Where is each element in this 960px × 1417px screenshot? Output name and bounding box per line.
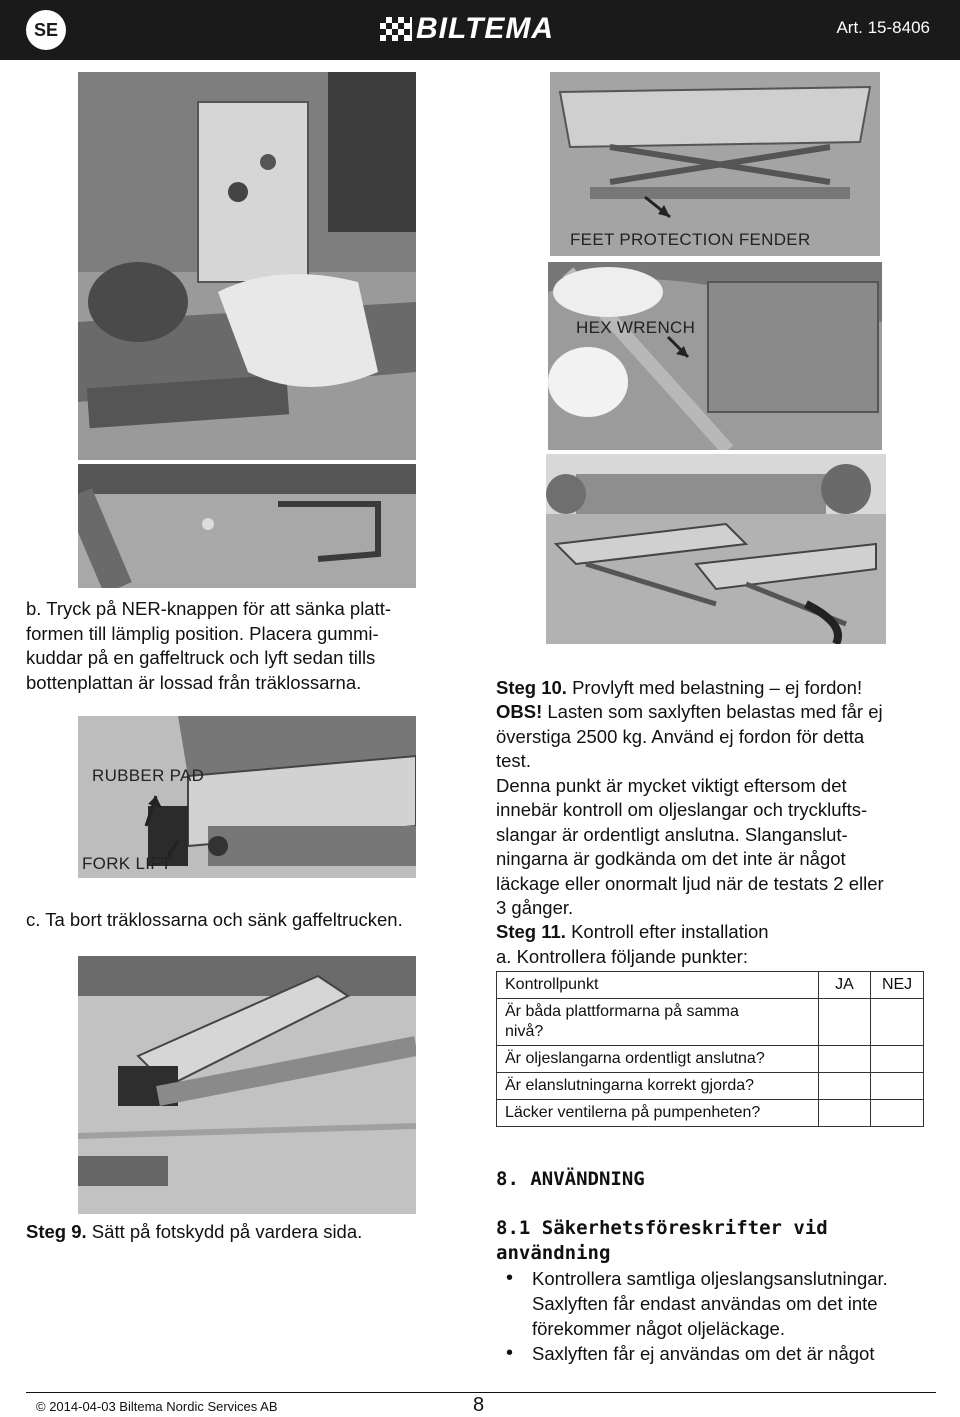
step-11a-text: a. Kontrollera följande punkter: (496, 946, 748, 967)
step-9-body: Sätt på fotskydd på vardera sida. (86, 1221, 363, 1242)
photo-hex-wrench (548, 262, 882, 450)
table-header-checkpoint: Kontrollpunkt (497, 972, 819, 999)
table-cell-checkpoint: Är båda plattformarna på samma nivå? (497, 999, 819, 1046)
brand-name: BILTEMA (416, 12, 555, 45)
step-11-label: Steg 11. (496, 921, 566, 942)
safety-bullet-list (496, 1266, 946, 1366)
step-c-text: c. Ta bort träklossarna och sänk gaffeltrucken. (26, 909, 403, 930)
table-cell-checkpoint: Läcker ventilerna på pumpenheten? (497, 1100, 819, 1127)
table-row (497, 1046, 924, 1073)
section-8-heading: 8. ANVÄNDNING (496, 1168, 645, 1190)
language-badge: SE (26, 10, 66, 50)
step-10-body: Lasten som saxlyften belastas med får ej överstiga 2500 kg. Använd ej fordon för detta test. Denna punkt är mycket viktigt eftersom det innebär kontroll om oljeslangar och trycklufts- slangar är ordentligt anslutna. Slanganslut- ningarna är godkända om det inte är något läckage eller onormalt ljud när de testats 2 eller 3 gånger. (496, 701, 884, 918)
step-b-text: b. Tryck på NER-knappen för att sänka platt- formen till lämplig position. Placera gummi- kuddar på en gaffeltruck och lyft sedan tills bottenplattan är lossad från träklossarna. (26, 598, 392, 693)
table-cell-no (871, 999, 924, 1046)
table-cell-checkpoint: Är oljeslangarna ordentligt anslutna? (497, 1046, 819, 1073)
table-cell-yes (818, 999, 871, 1046)
step-11-text (496, 920, 946, 945)
photo-control-box (78, 72, 416, 460)
section-8-1-heading: 8.1 Säkerhetsföreskrifter vid användning (496, 1217, 828, 1264)
table-cell-yes (818, 1046, 871, 1073)
table-row (497, 1073, 924, 1100)
table-cell-no (871, 1100, 924, 1127)
step-10-obs: OBS! (496, 701, 543, 722)
step-11-body: Kontroll efter installation (565, 921, 769, 942)
list-item: • Kontrollera samtliga oljeslangsanslutningar. Saxlyften får endast användas om det inte förekommer något oljeläckage. (496, 1266, 946, 1341)
step-10-line1: Provlyft med belastning – ej fordon! (566, 676, 863, 698)
photo-lift-on-pallet-truck (78, 956, 416, 1214)
step-10-text (496, 651, 946, 921)
checkered-flag-icon (380, 17, 412, 41)
step-9-label: Steg 9. (26, 1221, 87, 1242)
table-row (497, 1100, 924, 1127)
photo-rubber-pad-fork-lift (78, 716, 416, 878)
checklist-table (496, 971, 924, 1127)
footer-rule (26, 1392, 936, 1393)
page-number: 8 (473, 1394, 485, 1416)
table-row (497, 999, 924, 1046)
label-rubber-pad: RUBBER PAD (92, 766, 205, 785)
step-9-text (26, 1220, 486, 1245)
photo-two-platforms (546, 454, 886, 644)
footer-copyright: © 2014-04-03 Biltema Nordic Services AB (36, 1399, 278, 1414)
table-cell-checkpoint: Är elanslutningarna korrekt gjorda? (497, 1073, 819, 1100)
label-hex-wrench: HEX WRENCH (576, 318, 696, 337)
label-feet-protection-fender: FEET PROTECTION FENDER (570, 230, 811, 249)
table-cell-yes (818, 1100, 871, 1127)
photo-feet-protection-fender (550, 72, 880, 256)
table-header-no: NEJ (871, 972, 924, 999)
label-fork-lift: FORK LIFT (82, 854, 172, 873)
table-header-yes: JA (818, 972, 871, 999)
brand-logo (380, 12, 584, 46)
table-cell-no (871, 1073, 924, 1100)
table-cell-no (871, 1046, 924, 1073)
article-number: Art. 15-8406 (836, 18, 930, 37)
table-cell-yes (818, 1073, 871, 1100)
step-10-label: Steg 10. (496, 676, 567, 698)
photo-lift-frame (78, 464, 416, 588)
list-item: • Saxlyften får ej användas om det är något (496, 1341, 946, 1366)
table-header-row (497, 972, 924, 999)
